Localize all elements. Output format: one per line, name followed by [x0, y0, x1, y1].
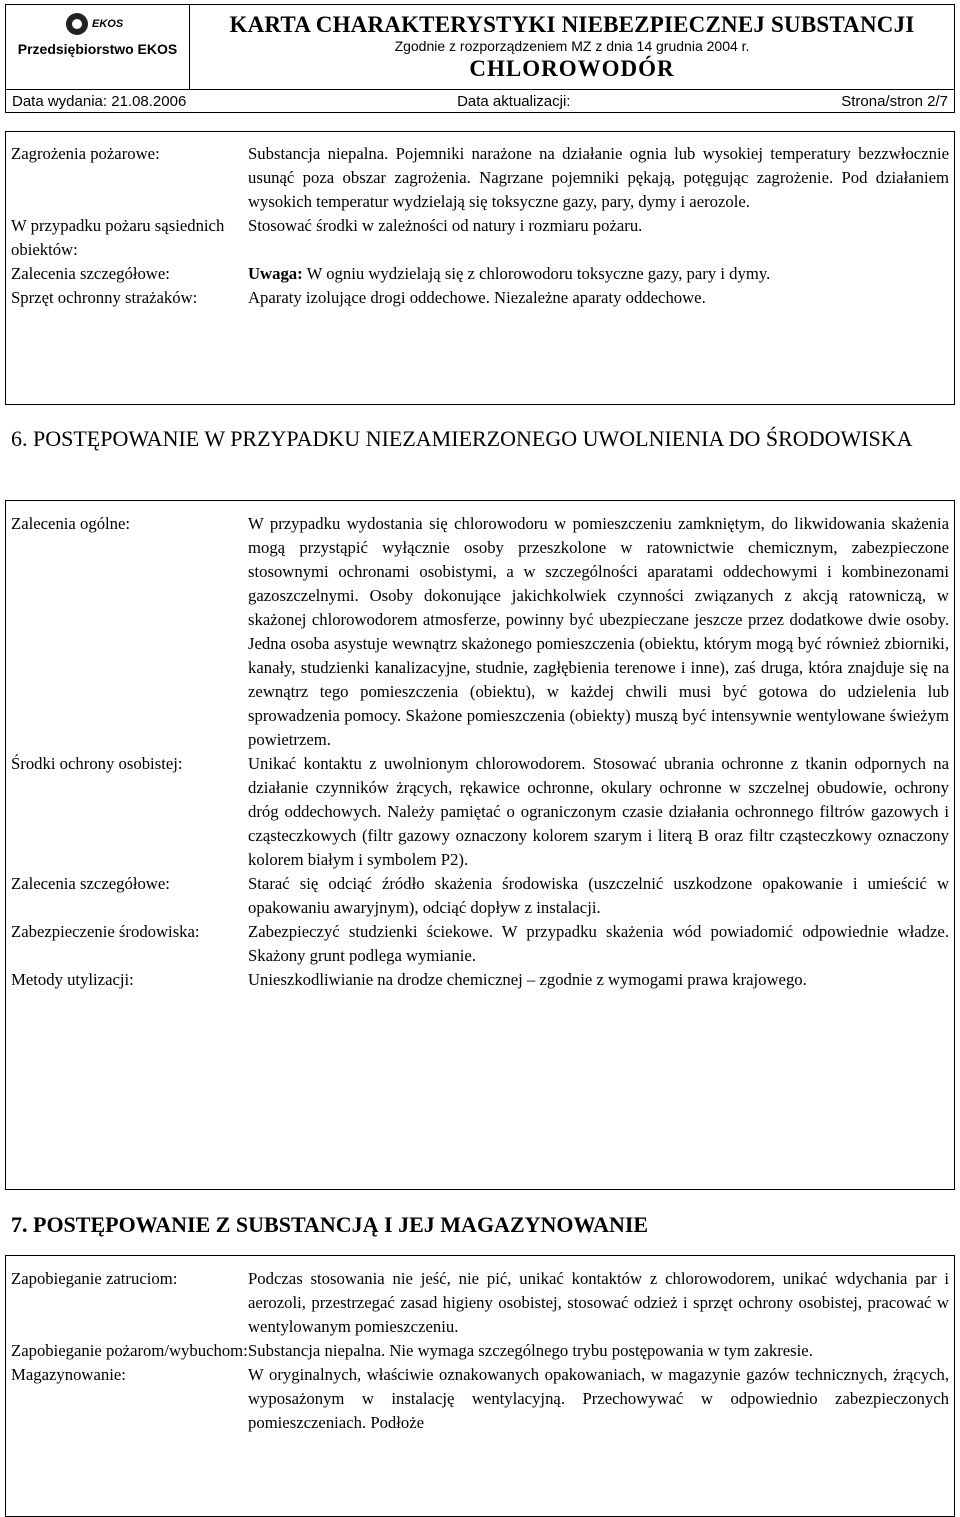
warning-label: Uwaga:	[248, 264, 303, 283]
page-number: Strona/stron 2/7	[841, 92, 948, 110]
row-value: Stosować środki w zależności od natury i rozmiaru pożaru.	[248, 216, 643, 235]
environment-protection-row	[11, 920, 949, 968]
row-value: Unieszkodliwianie na drodze chemicznej – zgodnie z wymogami prawa krajowego.	[248, 970, 807, 989]
row-value: Zabezpieczyć studzienki ściekowe. W przypadku skażenia wód powiadomić odpowiednie władze. Skażony grunt podlega wymianie.	[248, 922, 949, 965]
title-cell	[190, 5, 955, 90]
general-recommendations-row	[11, 512, 949, 752]
row-value: Podczas stosowania nie jeść, nie pić, unikać kontaktów z chlorowodorem, unikać wdychania par i aerozoli, przestrzegać zasad higieny osobistej, stosować odzież i sprzęt ochrony osobistej, pracować w wentylowanym pomieszczeniu.	[248, 1269, 949, 1336]
logo-icon	[66, 13, 88, 35]
update-date: Data aktualizacji:	[457, 92, 571, 110]
poisoning-prevention-row	[11, 1267, 949, 1339]
row-value: Substancja niepalna. Pojemniki narażone na działanie ognia lub wysokiej temperatury bezzwłocznie usunąć poza obszar zagrożenia. Nagrzane pojemniki pękają, potęgując zagrożenie. Pod działaniem wysokich temperatur wydzielają się toksyczne gazy, pary, dymy i aerozole.	[248, 144, 949, 211]
row-label: Zalecenia szczegółowe:	[11, 264, 170, 283]
meta-row	[6, 90, 955, 113]
substance-name: CHLOROWODÓR	[469, 56, 675, 81]
fire-explosion-prevention-row	[11, 1339, 949, 1363]
disposal-methods-row	[11, 968, 949, 992]
row-label: Zagrożenia pożarowe:	[11, 144, 160, 163]
issue-date: Data wydania: 21.08.2006	[12, 92, 187, 110]
firefighter-equipment-row	[11, 286, 949, 310]
personal-protection-row	[11, 752, 949, 872]
header-table	[5, 4, 955, 113]
company-cell	[6, 5, 190, 90]
neighbor-fire-row	[11, 214, 949, 262]
document-title: KARTA CHARAKTERYSTYKI NIEBEZPIECZNEJ SUBSTANCJI	[229, 12, 915, 37]
row-label: Zalecenia szczegółowe:	[11, 874, 170, 893]
fire-hazards-row	[11, 142, 949, 214]
section-7-title: 7. POSTĘPOWANIE Z SUBSTANCJĄ I JEJ MAGAZYNOWANIE	[11, 1212, 649, 1237]
document-subtitle: Zgodnie z rozporządzeniem MZ z dnia 14 grudnia 2004 r.	[394, 38, 750, 54]
section-6-title: 6. POSTĘPOWANIE W PRZYPADKU NIEZAMIERZONEGO UWOLNIENIA DO ŚRODOWISKA	[11, 426, 913, 451]
section-6-content	[11, 512, 949, 992]
row-label: Zalecenia ogólne:	[11, 514, 131, 533]
company-name: Przedsiębiorstwo EKOS	[17, 41, 178, 57]
row-value: Unikać kontaktu z uwolnionym chlorowodorem. Stosować ubrania ochronne z tkanin odpornych na działanie czynników żrących, rękawice ochronne, okulary ochronne w szczelnej obudowie, ochrony dróg oddechowych. Należy pamiętać o ograniczonym czasie działania ochronnego filtrów gazowych i cząsteczkowych (filtr gazowy oznaczony kolorem szarym i literą B oraz filtr cząsteczkowy oznaczony kolorem białym i symbolem P2).	[248, 754, 949, 869]
row-label: Metody utylizacji:	[11, 970, 134, 989]
row-label: Środki ochrony osobistej:	[11, 754, 183, 773]
section-7-content	[11, 1267, 949, 1435]
row-value: Aparaty izolujące drogi oddechowe. Niezależne aparaty oddechowe.	[248, 288, 706, 307]
row-label: W przypadku pożaru sąsiednich obiektów:	[11, 216, 225, 259]
row-label: Magazynowanie:	[11, 1365, 126, 1384]
logo-text: EKOS	[92, 18, 124, 30]
row-label: Zapobieganie pożarom/wybuchom:	[11, 1341, 248, 1360]
row-value: Starać się odciąć źródło skażenia środowiska (uszczelnić uszkodzone opakowanie i umieścić w opakowaniu awaryjnym), odciąć dopływ z instalacji.	[248, 874, 949, 917]
document-header	[0, 0, 960, 112]
row-value: Substancja niepalna. Nie wymaga szczególnego trybu postępowania w tym zakresie.	[248, 1341, 813, 1360]
row-value	[248, 262, 949, 286]
storage-row	[11, 1363, 949, 1435]
row-label: Sprzęt ochronny strażaków:	[11, 288, 198, 307]
fire-section	[11, 142, 949, 310]
row-value: W przypadku wydostania się chlorowodoru w pomieszczeniu zamkniętym, do likwidowania skażenia mogą przystąpić wyłącznie osoby przeszkolone w ratownictwie chemicznym, zabezpieczone stosownymi ochronami osobistymi, a w szczególności aparatami oddechowymi i kombinezonami gazoszczelnymi. Osoby dokonujące jakichkolwiek czynności związanych z akcją ratowniczą, w skażonej chlorowodorem atmosferze, powinny być ubezpieczane jeszcze przez dodatkowe dwie osoby. Jedna osoba asystuje wewnątrz skażonego pomieszczenia (obiektu, którym mogą być również zbiorniki, kanały, studzienki kanalizacyjne, studnie, zagłębienia terenowe i inne), zaś druga, która znajduje się na zewnątrz tego pomieszczenia (obiektu), w każdej chwili musi być gotowa do udzielenia lub sprowadzenia pomocy. Skażone pomieszczenia (obiekty) muszą być intensywnie wentylowane świeżym powietrzem.	[248, 514, 949, 749]
detailed-recommendations-row	[11, 872, 949, 920]
row-label: Zabezpieczenie środowiska:	[11, 922, 200, 941]
company-logo	[66, 11, 146, 37]
row-value: W oryginalnych, właściwie oznakowanych opakowaniach, w magazynie gazów technicznych, żrących, wyposażonym w instalację wentylacyjną. Przechowywać w odpowiednio zabezpieczonych pomieszczeniach. Podłoże	[248, 1365, 949, 1432]
row-label: Zapobieganie zatruciom:	[11, 1269, 178, 1288]
detailed-recommendations-row	[11, 262, 949, 286]
warning-text: W ogniu wydzielają się z chlorowodoru toksyczne gazy, pary i dymy.	[302, 264, 771, 283]
